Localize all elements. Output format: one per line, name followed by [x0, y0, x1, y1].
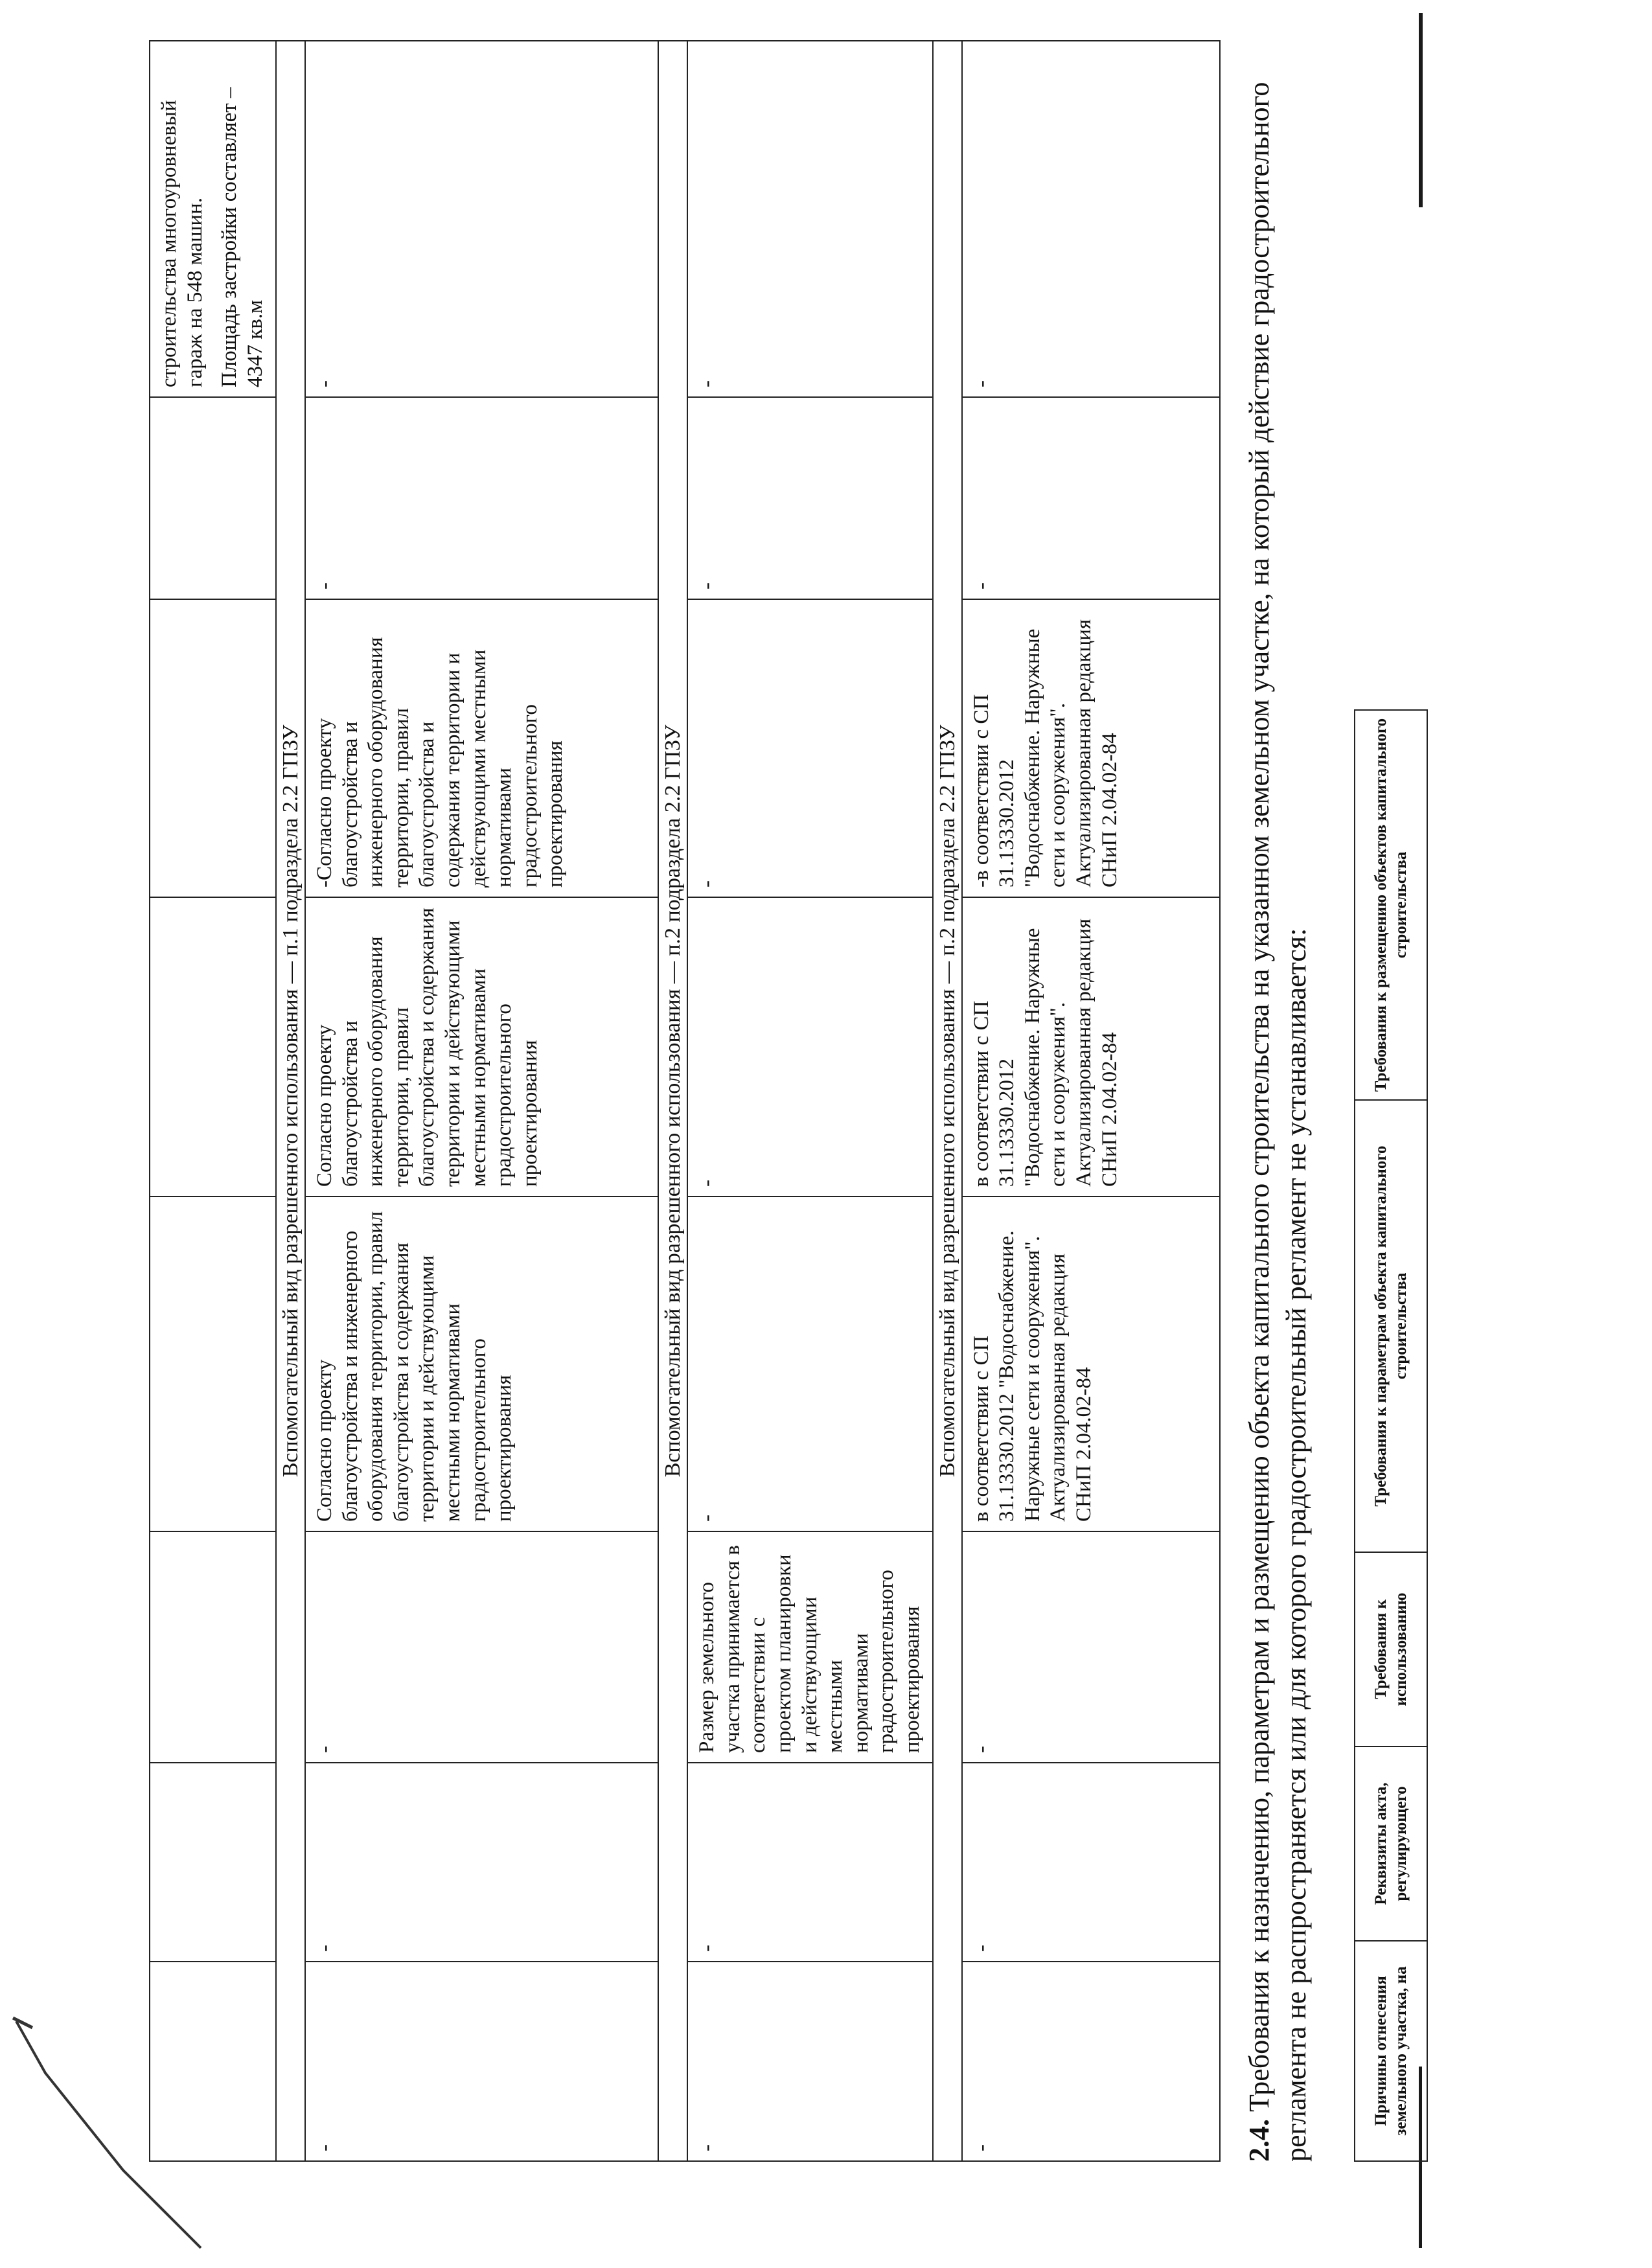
column-header: Требования к размещению объектов капитального строительства — [1371, 718, 1410, 1092]
table-cell: -Согласно проекту благоустройства и инженерного оборудования территории, правил благоустройства и содержания территории и действующими местными нормативами градостроительного проектирования — [305, 599, 658, 897]
regulations-table — [149, 40, 1221, 2162]
table-cell — [150, 1197, 276, 1531]
table-cell: - — [962, 1763, 1220, 1962]
table-cell: - — [962, 1962, 1220, 2161]
table-cell: - — [305, 1763, 658, 1962]
table-row — [305, 41, 658, 2161]
table-row — [962, 41, 1220, 2161]
table-cell: Согласно проекту благоустройства и инженерного оборудования территории, правил благоустройства и содержания территории и действующими местными нормативами градостроительного проектирования — [305, 1197, 658, 1531]
table-cell: - — [687, 1763, 932, 1962]
table-cell: - — [305, 1531, 658, 1763]
table-cell: - — [687, 599, 932, 897]
table-cell: - — [962, 397, 1220, 599]
table-cell — [150, 599, 276, 897]
table-cell: - — [687, 897, 932, 1197]
table-cell: Согласно проекту благоустройства и инженерного оборудования территории, правил благоустройства и содержания территории и действующими местными нормативами градостроительного проектирования — [305, 897, 658, 1197]
requirements-table-header — [1354, 41, 1428, 2162]
cell-text: строительства многоуровневый гараж на 548 машин. — [157, 100, 207, 387]
table-cell: - — [962, 1531, 1220, 1763]
header-split — [1355, 711, 1427, 1552]
column-header: Причины отнесения земельного участка, на — [1355, 1941, 1427, 2161]
section-title: Вспомогательный вид разрешенного использования — п.2 подраздела 2.2 ГПЗУ — [658, 41, 687, 2161]
column-header: Требования к параметрам объекта капитального строительства — [1355, 1100, 1427, 1552]
column-header: Требования к использованию — [1355, 1552, 1427, 1747]
section-row — [658, 41, 687, 2161]
table-cell — [150, 897, 276, 1197]
table-cell: Размер земельного участка принимается в соответствии с проектом планировки и действующими местными нормативами градостроительного проектирования — [687, 1531, 932, 1763]
table-cell: в соответствии с СП 31.13330.2012 "Водоснабжение. Наружные сети и сооружения". Актуализированная редакция СНиП 2.04.02-84 — [962, 897, 1220, 1197]
table-cell — [150, 1962, 276, 2161]
table-cell: - — [305, 397, 658, 599]
table-header-row — [1355, 41, 1427, 2161]
heading-text: Требования к назначению, параметрам и размещению объекта капитального строительства на указанном земельном участке, на который действие градостроительного регламента не распространяется или для которого градостроительный регламент не устанавливается: — [1243, 82, 1313, 2162]
section-title: Вспомогательный вид разрешенного использования — п.1 подраздела 2.2 ГПЗУ — [276, 41, 305, 2161]
section-row — [276, 41, 305, 2161]
table-cell: - — [962, 41, 1220, 397]
table-cell: - — [305, 1962, 658, 2161]
table-cell: - — [687, 41, 932, 397]
table-cell: -в соответствии с СП 31.13330.2012 "Водоснабжение. Наружные сети и сооружения". Актуализированная редакция СНиП 2.04.02-84 — [962, 599, 1220, 897]
table-cell: - — [687, 1962, 932, 2161]
table-cell: - — [687, 397, 932, 599]
section-heading — [1241, 41, 1314, 2162]
table-cell: - — [687, 1197, 932, 1531]
table-cell — [150, 1763, 276, 1962]
section-row — [933, 41, 962, 2161]
table-cell — [150, 41, 276, 397]
section-title: Вспомогательный вид разрешенного использования — п.2 подраздела 2.2 ГПЗУ — [933, 41, 962, 2161]
table-cell: в соответствии с СП 31.13330.2012 "Водоснабжение. Наружные сети и сооружения". Актуализированная редакция СНиП 2.04.02-84 — [962, 1197, 1220, 1531]
heading-number: 2.4. — [1243, 2119, 1275, 2162]
column-header — [1355, 710, 1427, 1552]
cell-text: Площадь застройки составляет – 4347 кв.м — [218, 87, 267, 387]
table-cell — [150, 1531, 276, 1763]
table-row — [687, 41, 932, 2161]
table-cell — [150, 397, 276, 599]
column-header: Реквизиты акта, регулирующего — [1355, 1747, 1427, 1941]
table-row — [150, 41, 276, 2161]
table-cell: - — [305, 41, 658, 397]
